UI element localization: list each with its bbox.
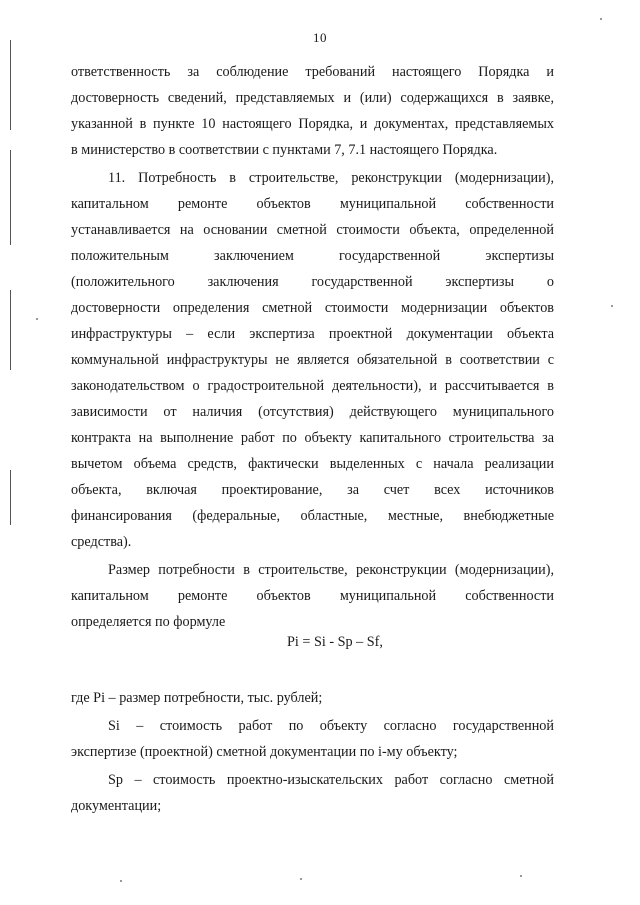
- text-line: коммунальной инфраструктуры не является обязательной в соответствии с: [71, 352, 554, 368]
- text-line: в министерство в соответствии с пунктами 7, 7.1 настоящего Порядка.: [71, 142, 498, 158]
- scan-margin-mark: [10, 470, 11, 525]
- scan-speck: [520, 875, 522, 877]
- text-line: документации;: [71, 798, 162, 814]
- text-line: 11. Потребность в строительстве, реконструкции (модернизации),: [108, 170, 554, 186]
- text-line: Sp – стоимость проектно-изыскательских работ согласно сметной: [108, 772, 554, 788]
- scan-speck: [120, 880, 122, 882]
- text-line: где Pi – размер потребности, тыс. рублей;: [71, 690, 323, 706]
- text-line: положительным заключением государственной экспертизы: [71, 248, 554, 264]
- text-line: устанавливается на основании сметной стоимости объекта, определенной: [71, 222, 554, 238]
- text-line: указанной в пункте 10 настоящего Порядка, и документах, представляемых: [71, 116, 554, 132]
- text-line: Si – стоимость работ по объекту согласно государственной: [108, 718, 554, 734]
- text-line: достоверности определения сметной стоимости модернизации объектов: [71, 300, 554, 316]
- text-line: Размер потребности в строительстве, реконструкции (модернизации),: [108, 562, 554, 578]
- text-line: капитальном ремонте объектов муниципальной собственности: [71, 196, 554, 212]
- page-number: 10: [313, 30, 327, 45]
- scan-speck: [300, 878, 302, 880]
- text-line: законодательством о градостроительной деятельности), и рассчитывается в: [71, 378, 554, 394]
- scan-margin-mark: [10, 150, 11, 245]
- text-line: (положительного заключения государственной экспертизы о: [71, 274, 554, 290]
- scan-speck: [600, 18, 602, 20]
- text-line: вычетом объема средств, фактически выделенных с начала реализации: [71, 456, 554, 472]
- formula: Pi = Si - Sp – Sf,: [287, 634, 383, 650]
- text-line: ответственность за соблюдение требований настоящего Порядка и: [71, 64, 554, 80]
- text-line: экспертизе (проектной) сметной документации по i-му объекту;: [71, 744, 458, 760]
- text-line: определяется по формуле: [71, 614, 226, 630]
- text-line: финансирования (федеральные, областные, местные, внебюджетные: [71, 508, 554, 524]
- scan-margin-mark: [10, 40, 11, 130]
- text-line: средства).: [71, 534, 132, 550]
- text-line: инфраструктуры – если экспертиза проектной документации объекта: [71, 326, 554, 342]
- text-line: контракта на выполнение работ по объекту капитального строительства за: [71, 430, 554, 446]
- scan-speck: [36, 318, 38, 320]
- text-line: капитальном ремонте объектов муниципальной собственности: [71, 588, 554, 604]
- scan-margin-mark: [10, 290, 11, 370]
- text-line: зависимости от наличия (отсутствия) действующего муниципального: [71, 404, 554, 420]
- scan-speck: [611, 305, 613, 307]
- text-line: объекта, включая проектирование, за счет всех источников: [71, 482, 554, 498]
- text-line: достоверность сведений, представляемых и (или) содержащихся в заявке,: [71, 90, 554, 106]
